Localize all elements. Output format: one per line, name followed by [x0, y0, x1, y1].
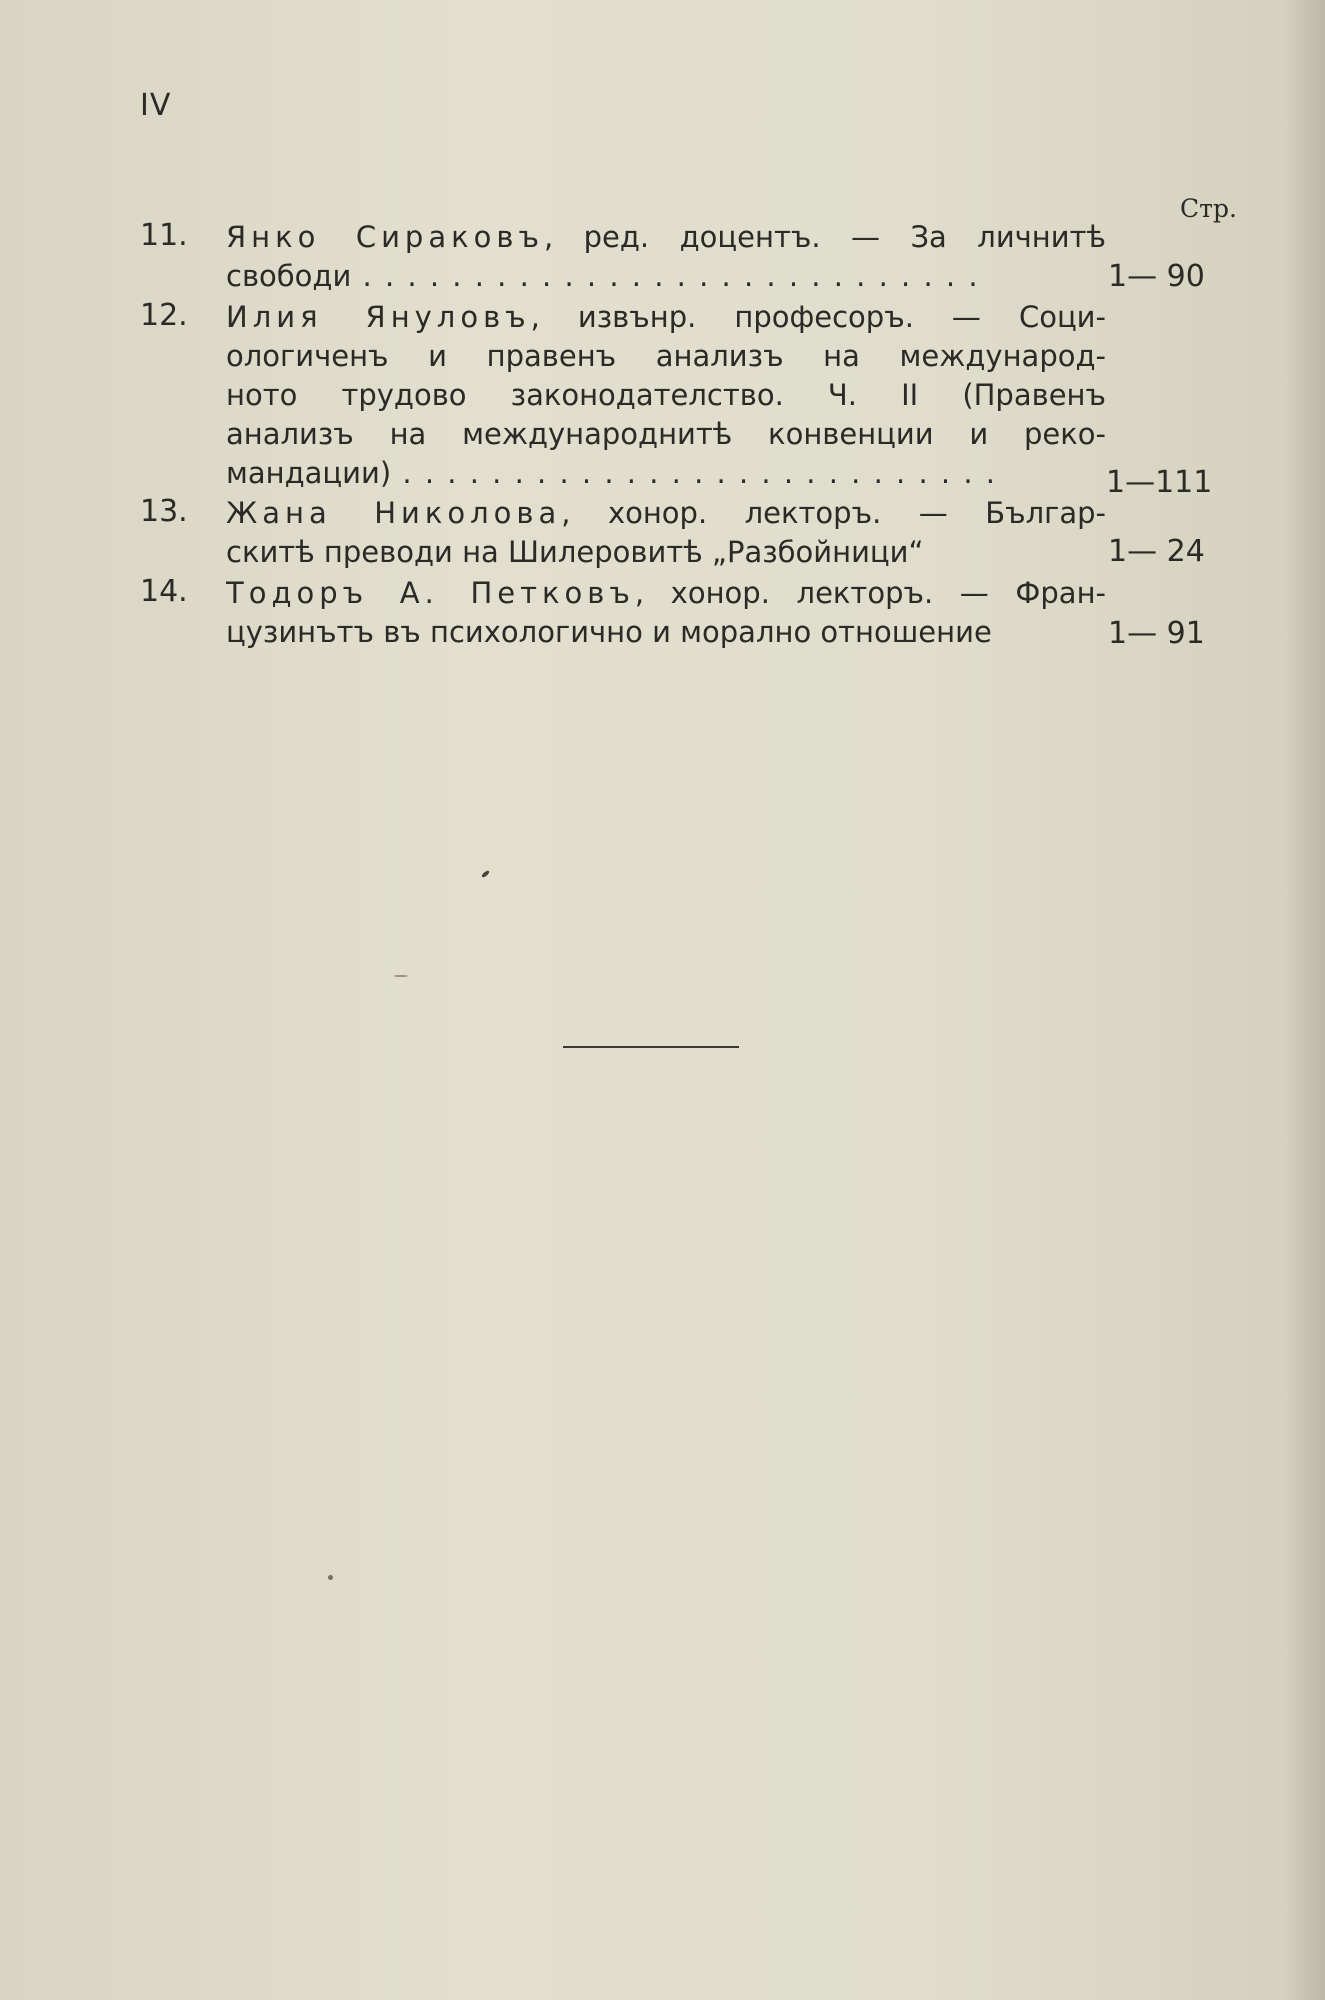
entry-author: Тодоръ А. Петковъ	[226, 576, 635, 610]
entry-author: Янко Сираковъ	[226, 220, 544, 254]
entry-text	[226, 218, 1106, 296]
entry-number: 12.	[140, 298, 188, 333]
entry-line: мандации) . . . . . . . . . . . . . . . . . . . . . . . . . . .	[226, 456, 997, 490]
entry-line: свободи . . . . . . . . . . . . . . . . . . . . . . . . . . . .	[226, 259, 980, 293]
entry-author: Жана Николова	[226, 496, 562, 530]
entry-line: цузинътъ въ психологично и морално отношение	[226, 615, 992, 649]
entry-line: ното трудово законодателство. Ч. II (Правенъ	[226, 378, 1106, 412]
entry-page-range: 1—111	[1106, 465, 1213, 500]
pages-column-header: Стр.	[1180, 194, 1237, 223]
paper-speck	[328, 1575, 333, 1580]
leader-dots: . . . . . . . . . . . . . . . . . . . . . . . . . . .	[391, 456, 997, 490]
paper-speck	[481, 870, 490, 879]
entry-line: анализъ на международнитѣ конвенции и реко-	[226, 417, 1106, 451]
entry-page-range: 1— 91	[1108, 616, 1205, 651]
closing-rule	[563, 1046, 739, 1048]
paper-speck	[394, 975, 408, 977]
leader-dots: . . . . . . . . . . . . . . . . . . . . . . . . . . . .	[351, 259, 980, 293]
entry-text	[226, 494, 1106, 572]
entry-line: Янко Сираковъ, ред. доцентъ. — За личнитѣ	[226, 220, 1106, 254]
entry-page-range: 1— 24	[1108, 534, 1205, 569]
page-edge-shadow	[1285, 0, 1325, 2000]
entry-author: Илия Януловъ	[226, 300, 531, 334]
entry-number: 14.	[140, 574, 188, 609]
entry-line: Илия Януловъ, извънр. професоръ. — Соци-	[226, 300, 1106, 334]
entry-number: 13.	[140, 494, 188, 529]
page-number: IV	[140, 88, 172, 123]
entry-text	[226, 298, 1106, 493]
entry-page-range: 1— 90	[1108, 259, 1205, 294]
entry-line: ологиченъ и правенъ анализъ на международ-	[226, 339, 1106, 373]
entry-line: Жана Николова, хонор. лекторъ. — Българ-	[226, 496, 1106, 530]
entry-line: Тодоръ А. Петковъ, хонор. лекторъ. — Фран-	[226, 576, 1106, 610]
entry-line: скитѣ преводи на Шилеровитѣ „Разбойници“	[226, 535, 924, 569]
entry-text	[226, 574, 1106, 652]
entry-number: 11.	[140, 218, 188, 253]
